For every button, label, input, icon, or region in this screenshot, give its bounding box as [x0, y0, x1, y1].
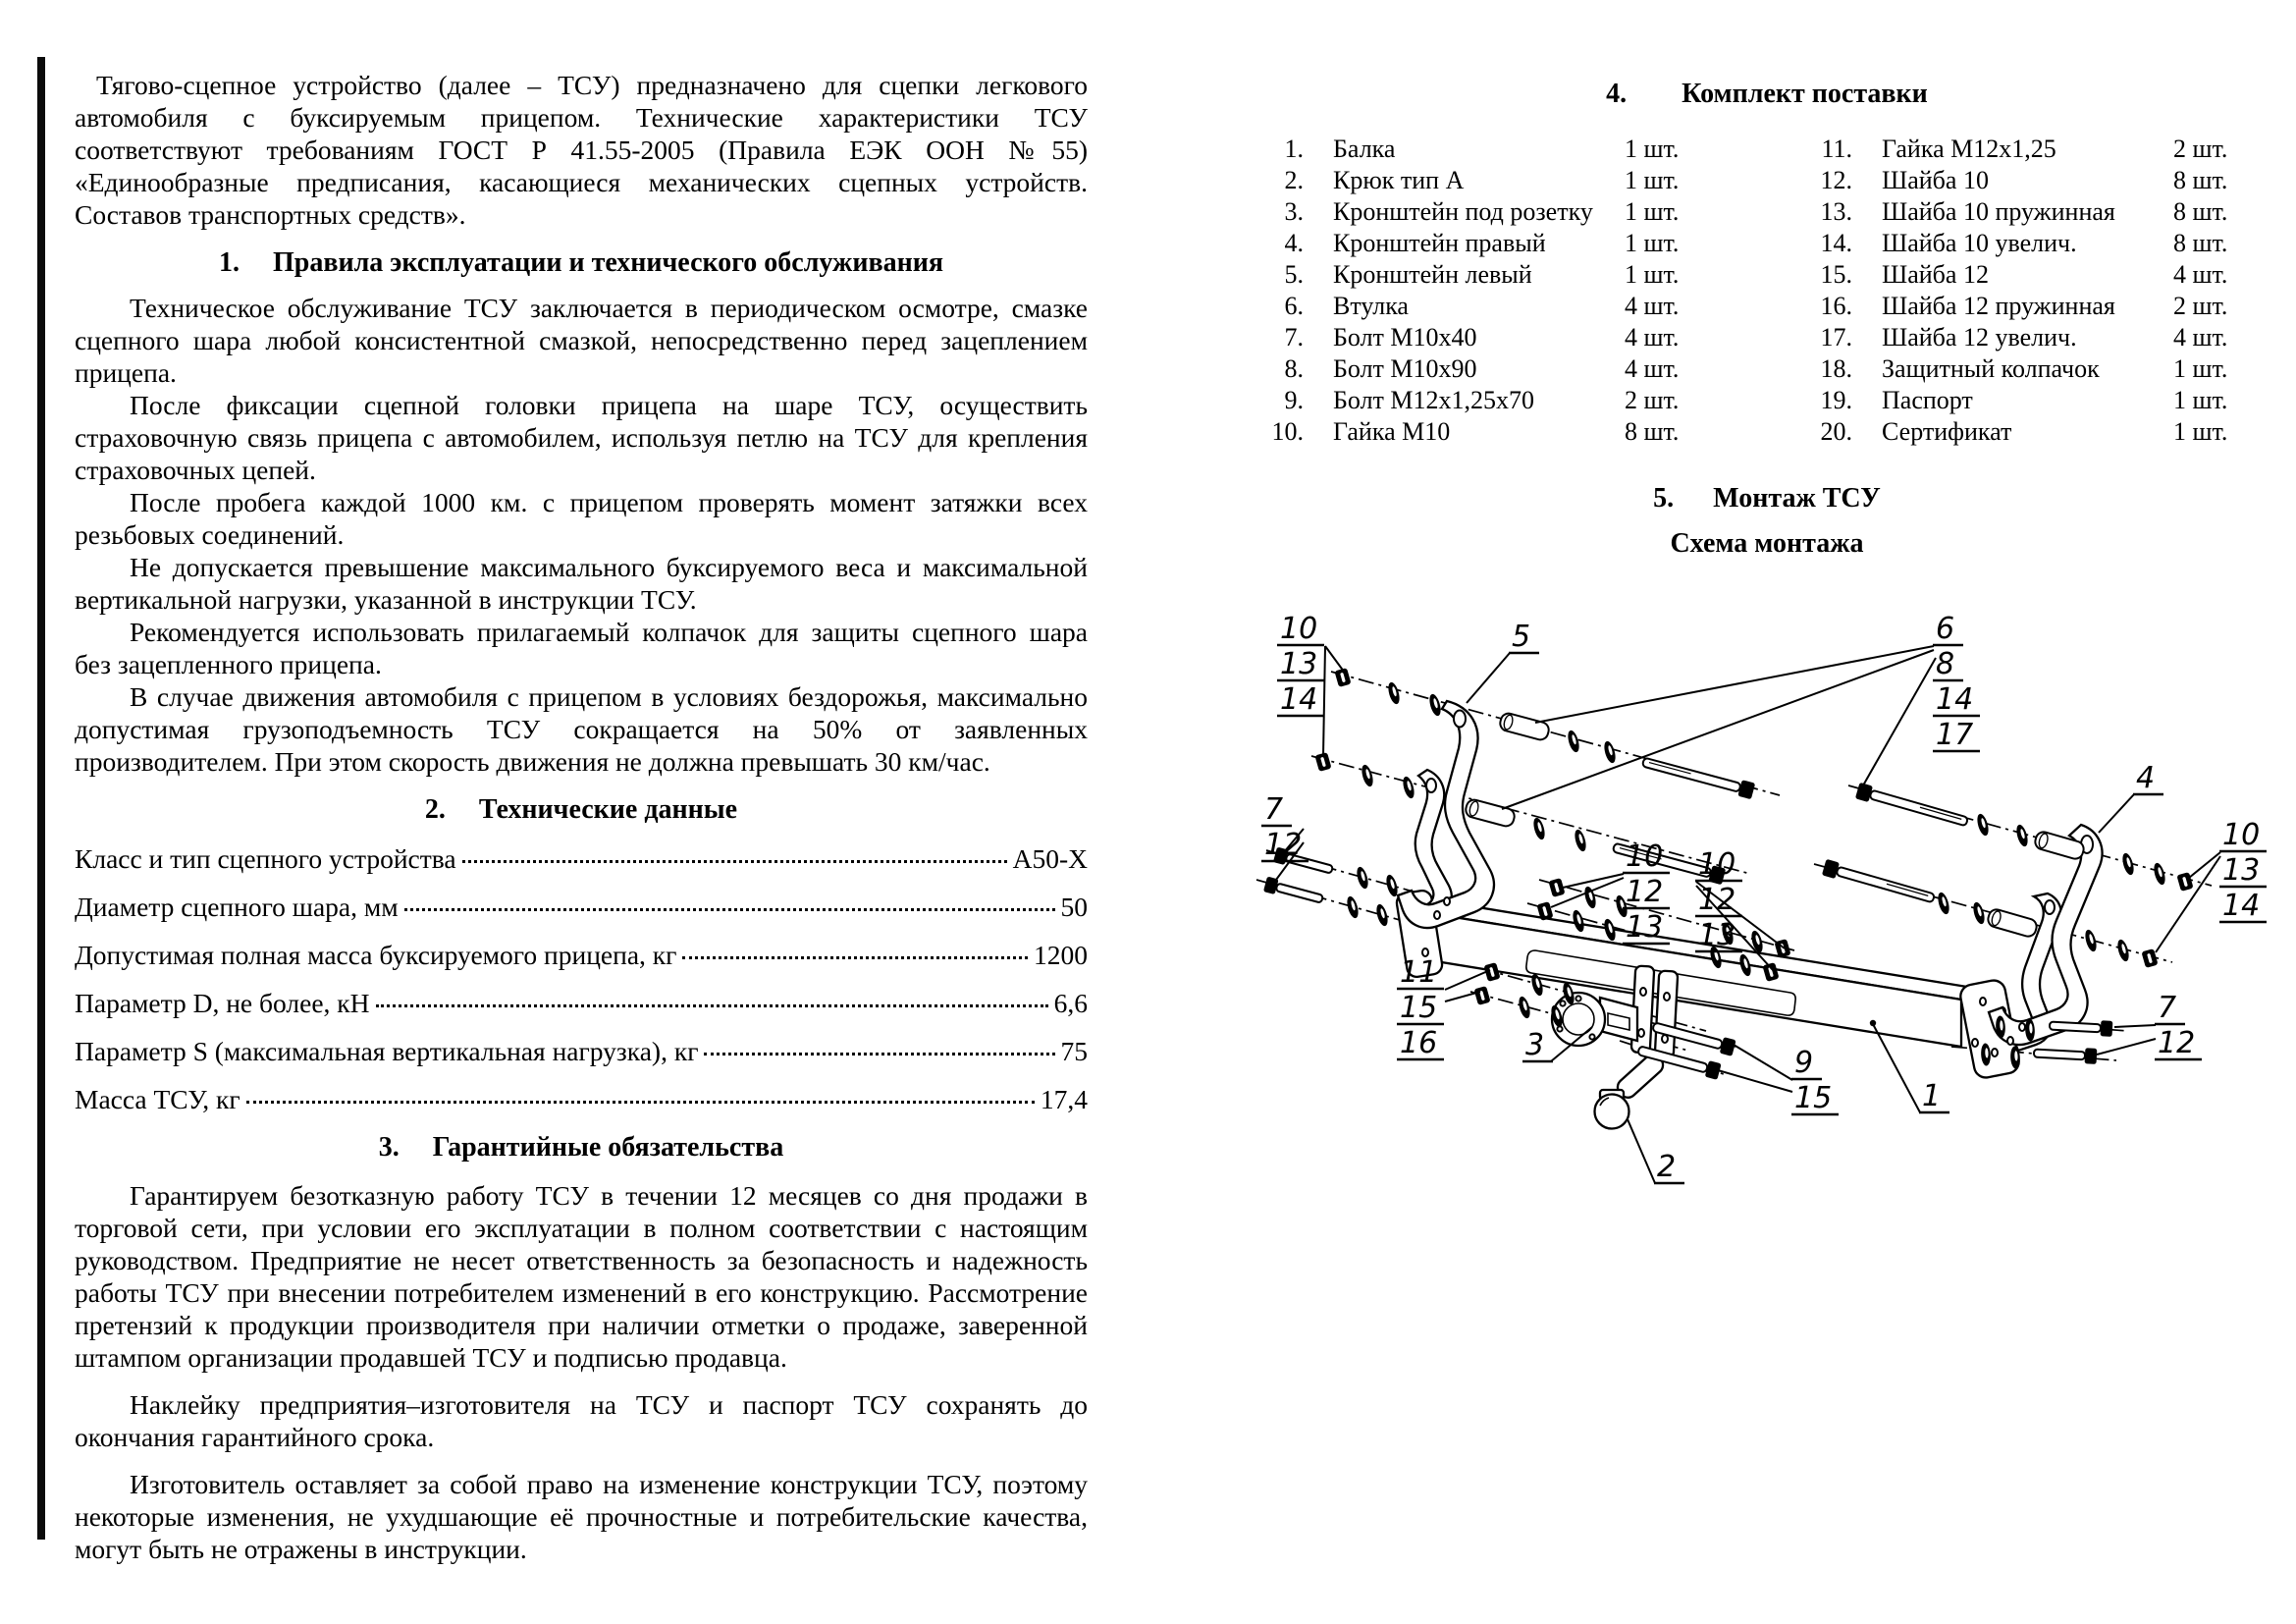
section3-body	[75, 1179, 1088, 1565]
part-name: Шайба 12 пружинная	[1882, 292, 2115, 320]
tech-data-value: 75	[1060, 1036, 1088, 1066]
callout-number: 9	[1794, 1046, 1814, 1080]
parts-row	[1245, 353, 1740, 385]
parts-row	[1245, 322, 1740, 353]
scan-edge-artifact	[37, 57, 45, 1540]
tech-data-label: Параметр S (максимальная вертикальная нагрузка), кг	[75, 1036, 699, 1066]
part-number: 16.	[1820, 292, 1852, 320]
part-name: Гайка М12х1,25	[1882, 135, 2056, 163]
body-paragraph: Не допускается превышение максимального буксируемого веса и максимальной вертикальной нагрузки, указанной в инструкции ТСУ.	[75, 552, 1088, 615]
parts-row	[1245, 196, 1740, 228]
parts-row	[1245, 228, 1740, 259]
callout-number: 5	[1512, 620, 1531, 654]
tech-data-row	[75, 939, 1088, 971]
callout-number: 7	[1264, 792, 1284, 827]
callout-number: 16	[1400, 1026, 1438, 1060]
parts-row	[1245, 134, 1740, 165]
part-number: 9.	[1284, 386, 1304, 414]
tech-data-list	[75, 842, 1088, 1115]
part-name: Кронштейн под розетку	[1333, 197, 1593, 226]
callout-number: 14	[1280, 682, 1318, 717]
section3-number: 3.	[378, 1132, 400, 1163]
parts-row	[1245, 291, 1740, 322]
part-qty: 1 шт.	[1625, 229, 1680, 257]
body-paragraph: Рекомендуется использовать прилагаемый колпачок для защиты сцепного шара без зацепленного прицепа.	[75, 617, 1088, 679]
parts-row	[1245, 165, 1740, 196]
callout-number: 4	[2136, 761, 2156, 795]
tech-data-row	[75, 1083, 1088, 1115]
part-name: Втулка	[1333, 292, 1409, 320]
tech-data-label: Параметр D, не более, кН	[75, 988, 370, 1018]
part-qty: 1 шт.	[1625, 260, 1680, 289]
part-name: Шайба 12 увелич.	[1882, 323, 2077, 352]
callout-number: 10	[2222, 818, 2261, 852]
body-paragraph: После пробега каждой 1000 км. с прицепом проверять момент затяжки всех резьбовых соединений.	[75, 487, 1088, 550]
part-number: 15.	[1820, 260, 1852, 289]
part-name: Балка	[1333, 135, 1396, 163]
callout-number: 12	[2158, 1026, 2196, 1060]
right-bracket-part	[1989, 825, 2103, 1051]
part-number: 2.	[1284, 166, 1304, 194]
part-number: 19.	[1820, 386, 1852, 414]
intro-paragraph: Тягово-сцепное устройство (далее – ТСУ) предназначено для сцепки легкового автомобиля с буксируемым прицепом. Технические характеристики ТСУ соответствуют требованиям ГОСТ Р 41.55-2005 (Правила ЕЭК ООН №55) «Единообразные предписания, касающиеся механических сцепных устройств. Составов транспортных средств».	[75, 70, 1088, 230]
section4-number: 4.	[1606, 79, 1628, 109]
part-number: 3.	[1284, 197, 1304, 226]
parts-row	[1793, 322, 2289, 353]
parts-column-1	[1245, 134, 1740, 448]
section3-title: Гарантийные обязательства	[432, 1132, 784, 1163]
part-qty: 1 шт.	[2173, 354, 2228, 383]
part-number: 10.	[1271, 417, 1304, 446]
part-qty: 2 шт.	[2173, 135, 2228, 163]
part-number: 14.	[1820, 229, 1852, 257]
parts-column-2	[1793, 134, 2289, 448]
parts-row	[1793, 385, 2289, 416]
part-name: Шайба 10 пружинная	[1882, 197, 2115, 226]
callout-number: 7	[2158, 991, 2177, 1025]
assembly-diagram	[1245, 607, 2287, 1294]
diagram-callout	[1718, 1045, 1839, 1115]
section2-title: Технические данные	[478, 794, 738, 825]
diagram-callout	[1261, 792, 1308, 880]
part-number: 13.	[1820, 197, 1852, 226]
part-qty: 1 шт.	[1625, 197, 1680, 226]
part-qty: 4 шт.	[1625, 323, 1680, 352]
parts-row	[1245, 385, 1740, 416]
callout-number: 10	[1626, 839, 1664, 874]
callout-number: 3	[1525, 1028, 1545, 1062]
section1-body	[75, 292, 1088, 778]
diagram-callout	[1277, 612, 1347, 756]
body-paragraph: Изготовитель оставляет за собой право на изменение конструкции ТСУ, поэтому некоторые изменения, не ухудшающие её прочностные и потребительские качества, могут быть не отражены в инструкции.	[75, 1469, 1088, 1564]
parts-row	[1793, 291, 2289, 322]
part-number: 4.	[1284, 229, 1304, 257]
part-qty: 1 шт.	[2173, 386, 2228, 414]
body-paragraph: В случае движения автомобиля с прицепом в условиях бездорожья, максимально допустимая грузоподъемность ТСУ сокращается на 50% от заявленных производителем. При этом скорость движения не должна превышать 30 км/час.	[75, 681, 1088, 777]
tech-data-value: 50	[1060, 892, 1088, 922]
part-qty: 1 шт.	[2173, 417, 2228, 446]
body-paragraph: Гарантируем безотказную работу ТСУ в течении 12 месяцев со дня продажи в торговой сети, при условии его эксплуатации в полном соответствии с настоящим руководством. Предприятие не несет ответственность за безопасность и надежность работы ТСУ при внесении потребителем изменений в его конструкцию. Рассмотрение претензий к продукции производителя при наличии отметки о продаже, заверенной штампом организации продавшей ТСУ и подписью продавца.	[75, 1180, 1088, 1373]
part-number: 1.	[1284, 135, 1304, 163]
part-number: 18.	[1820, 354, 1852, 383]
callout-number: 12	[1264, 828, 1303, 862]
tech-data-value: 17,4	[1040, 1084, 1088, 1114]
part-qty: 1 шт.	[1625, 166, 1680, 194]
tech-data-row	[75, 987, 1088, 1019]
section5-heading	[1245, 483, 2289, 514]
parts-row	[1793, 134, 2289, 165]
callout-number: 12	[1698, 883, 1736, 917]
parts-row	[1245, 416, 1740, 448]
parts-row	[1793, 416, 2289, 448]
section5-title: Монтаж ТСУ	[1713, 483, 1881, 514]
section1-number: 1.	[218, 247, 240, 278]
callout-number: 12	[1626, 875, 1664, 909]
part-qty: 2 шт.	[1625, 386, 1680, 414]
callout-number: 2	[1657, 1150, 1677, 1184]
diagram-callout	[2099, 761, 2163, 833]
part-name: Шайба 10	[1882, 166, 1989, 194]
part-qty: 8 шт.	[1625, 417, 1680, 446]
diagram-callout	[1467, 620, 1539, 703]
callout-number: 13	[1698, 918, 1736, 952]
dotted-leader	[704, 1053, 1054, 1056]
part-name: Защитный колпачок	[1882, 354, 2100, 383]
tech-data-label: Класс и тип сцепного устройства	[75, 843, 456, 874]
callout-number: 17	[1936, 718, 1974, 752]
part-number: 6.	[1284, 292, 1304, 320]
callout-number: 15	[1400, 991, 1438, 1025]
part-name: Шайба 10 увелич.	[1882, 229, 2077, 257]
callout-number: 13	[1626, 910, 1664, 945]
part-qty: 4 шт.	[2173, 260, 2228, 289]
parts-row	[1793, 196, 2289, 228]
left-column	[75, 69, 1088, 1565]
section4-heading	[1245, 79, 2289, 110]
dotted-leader	[682, 956, 1028, 959]
tech-data-label: Диаметр сцепного шара, мм	[75, 892, 399, 922]
part-number: 12.	[1820, 166, 1852, 194]
diagram-subtitle: Схема монтажа	[1670, 528, 1864, 559]
tech-data-value: 6,6	[1053, 988, 1088, 1018]
callout-number: 6	[1936, 612, 1955, 646]
dotted-leader	[376, 1004, 1048, 1007]
parts-list	[1245, 134, 2289, 448]
callout-number: 1	[1922, 1079, 1942, 1113]
section2-heading	[75, 793, 1088, 827]
tech-data-label: Масса ТСУ, кг	[75, 1084, 240, 1114]
body-paragraph: Техническое обслуживание ТСУ заключается в периодическом осмотре, смазке сцепного шара любой консистентной смазкой, непосредственно перед зацеплением прицепа.	[75, 293, 1088, 388]
part-name: Гайка М10	[1333, 417, 1451, 446]
section4-title: Комплект поставки	[1682, 79, 1928, 109]
diagram-callout	[1502, 612, 1980, 809]
part-number: 17.	[1820, 323, 1852, 352]
body-paragraph: После фиксации сцепной головки прицепа на шаре ТСУ, осуществить страховочную связь прицепа с автомобилем, используя петлю на ТСУ для крепления страховочных цепей.	[75, 390, 1088, 485]
part-qty: 1 шт.	[1625, 135, 1680, 163]
part-name: Кронштейн левый	[1333, 260, 1532, 289]
part-qty: 8 шт.	[2173, 166, 2228, 194]
part-name: Сертификат	[1882, 417, 2012, 446]
part-name: Крюк тип А	[1333, 166, 1465, 194]
callout-number: 10	[1698, 847, 1736, 882]
callout-number: 15	[1794, 1081, 1833, 1115]
part-qty: 8 шт.	[2173, 229, 2228, 257]
dotted-leader	[404, 908, 1055, 911]
part-qty: 8 шт.	[2173, 197, 2228, 226]
callout-number: 13	[2222, 853, 2261, 888]
socket-bracket-part	[1552, 993, 1637, 1046]
parts-row	[1793, 259, 2289, 291]
diagram-callout	[1628, 1119, 1684, 1184]
tech-data-row	[75, 842, 1088, 875]
part-name: Шайба 12	[1882, 260, 1989, 289]
parts-row	[1793, 353, 2289, 385]
section3-heading	[75, 1131, 1088, 1164]
callout-number: 8	[1936, 647, 1955, 681]
dotted-leader	[462, 860, 1007, 863]
parts-row	[1793, 165, 2289, 196]
right-column	[1245, 79, 2289, 1294]
part-number: 7.	[1284, 323, 1304, 352]
part-name: Болт М10х40	[1333, 323, 1477, 352]
section1-heading	[75, 246, 1088, 280]
part-name: Болт М12х1,25х70	[1333, 386, 1535, 414]
callout-number: 10	[1280, 612, 1318, 646]
parts-row	[1793, 228, 2289, 259]
callout-number: 11	[1400, 955, 1438, 990]
part-number: 20.	[1820, 417, 1852, 446]
callout-number: 14	[2222, 889, 2261, 923]
section1-title: Правила эксплуатации и технического обслуживания	[272, 247, 944, 278]
part-name: Паспорт	[1882, 386, 1973, 414]
dotted-leader	[246, 1101, 1035, 1104]
part-number: 5.	[1284, 260, 1304, 289]
part-number: 11.	[1821, 135, 1852, 163]
callout-number: 14	[1936, 682, 1974, 717]
section5-number: 5.	[1653, 483, 1675, 514]
parts-row	[1245, 259, 1740, 291]
diagram-callout	[1397, 955, 1490, 1060]
tech-data-value: А50-Х	[1012, 843, 1088, 874]
tech-data-row	[75, 891, 1088, 923]
ball-hook-part	[1595, 1052, 1667, 1129]
part-number: 8.	[1284, 354, 1304, 383]
body-paragraph: Наклейку предприятия–изготовителя на ТСУ и паспорт ТСУ сохранять до окончания гарантийного срока.	[75, 1389, 1088, 1452]
tech-data-row	[75, 1035, 1088, 1067]
diagram-callout	[1695, 847, 1785, 970]
part-qty: 2 шт.	[2173, 292, 2228, 320]
part-qty: 4 шт.	[1625, 354, 1680, 383]
callout-number: 13	[1280, 647, 1318, 681]
section2-number: 2.	[424, 794, 446, 825]
part-qty: 4 шт.	[2173, 323, 2228, 352]
part-qty: 4 шт.	[1625, 292, 1680, 320]
tech-data-label: Допустимая полная масса буксируемого прицепа, кг	[75, 940, 677, 970]
part-name: Болт М10х90	[1333, 354, 1477, 383]
tech-data-value: 1200	[1034, 940, 1088, 970]
part-name: Кронштейн правый	[1333, 229, 1546, 257]
